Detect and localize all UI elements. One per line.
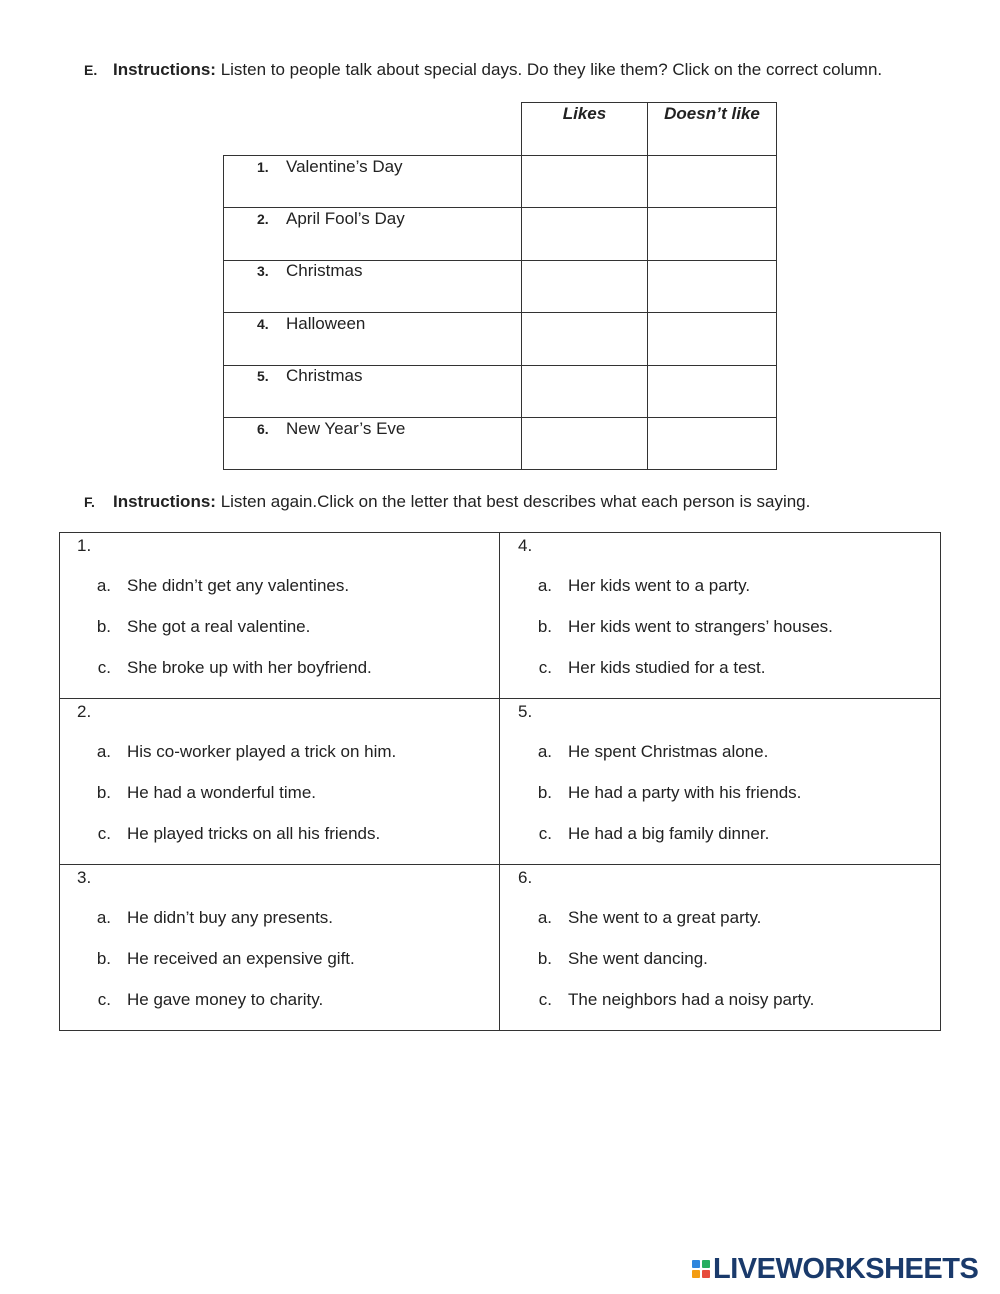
likes-cell-row-3[interactable] — [522, 261, 647, 312]
option-letter: b. — [537, 949, 552, 968]
question-number: 3. — [77, 868, 92, 887]
option-letter: a. — [537, 742, 552, 761]
option-letter: a. — [96, 742, 111, 761]
doesnt-like-cell-row-6[interactable] — [648, 418, 776, 469]
row-label-text: Halloween — [286, 314, 366, 333]
option-letter: c. — [97, 658, 111, 677]
answer-option[interactable] — [523, 908, 761, 928]
table-row-label — [257, 366, 363, 386]
logo-tile — [692, 1270, 700, 1278]
table-row-label — [257, 314, 365, 334]
answer-option[interactable] — [82, 783, 316, 803]
option-letter: b. — [96, 783, 111, 802]
answer-option[interactable] — [523, 617, 833, 637]
doesnt-like-cell-row-5[interactable] — [648, 366, 776, 417]
question-number: 4. — [518, 536, 533, 555]
answer-option[interactable] — [523, 783, 801, 803]
option-text: He had a party with his friends. — [568, 783, 802, 802]
option-text: He gave money to charity. — [127, 990, 324, 1009]
option-text: She went to a great party. — [568, 908, 762, 927]
option-text: He played tricks on all his friends. — [127, 824, 381, 843]
option-letter: a. — [96, 908, 111, 927]
answer-option[interactable] — [82, 576, 349, 596]
section-f-instructions-label: Instructions: — [113, 492, 216, 511]
doesnt-like-cell-row-4[interactable] — [648, 313, 776, 365]
option-letter: c. — [97, 990, 111, 1009]
logo-tile — [702, 1270, 710, 1278]
answer-option[interactable] — [82, 990, 323, 1010]
answer-option[interactable] — [82, 949, 355, 969]
answer-option[interactable] — [82, 824, 380, 844]
column-header-doesnt-like: Doesn’t like — [664, 104, 760, 123]
likes-table — [0, 0, 1000, 480]
table-row-label — [257, 209, 405, 229]
option-text: She broke up with her boyfriend. — [127, 658, 372, 677]
option-text: Her kids went to a party. — [568, 576, 751, 595]
option-text: Her kids went to strangers’ houses. — [568, 617, 833, 636]
likes-cell-row-6[interactable] — [522, 418, 647, 469]
doesnt-like-cell-row-1[interactable] — [648, 156, 776, 207]
likes-cell-row-5[interactable] — [522, 366, 647, 417]
option-text: He had a wonderful time. — [127, 783, 316, 802]
answer-option[interactable] — [523, 949, 708, 969]
option-letter: c. — [538, 990, 552, 1009]
option-letter: a. — [537, 576, 552, 595]
column-header-likes: Likes — [562, 104, 607, 123]
row-label-text: New Year’s Eve — [286, 419, 406, 438]
answer-option[interactable] — [82, 617, 310, 637]
row-number: 1. — [257, 159, 269, 175]
logo-text: LIVEWORKSHEETS — [713, 1252, 979, 1285]
logo-tile — [692, 1260, 700, 1268]
row-label-text: Valentine’s Day — [286, 157, 403, 176]
likes-cell-row-2[interactable] — [522, 208, 647, 260]
likes-cell-row-4[interactable] — [522, 313, 647, 365]
row-label-text: Christmas — [286, 261, 363, 280]
row-label-text: April Fool’s Day — [286, 209, 405, 228]
doesnt-like-cell-row-2[interactable] — [648, 208, 776, 260]
answer-option[interactable] — [523, 742, 768, 762]
logo-tiles-icon — [692, 1260, 710, 1278]
section-f-instructions-text: Listen again.Click on the letter that best describes what each person is saying. — [220, 492, 811, 511]
option-letter: b. — [537, 617, 552, 636]
row-number: 5. — [257, 368, 269, 384]
answer-option[interactable] — [523, 658, 765, 678]
option-text: He received an expensive gift. — [127, 949, 355, 968]
question-number: 2. — [77, 702, 92, 721]
question-number: 6. — [518, 868, 533, 887]
row-number: 2. — [257, 211, 269, 227]
logo-tile — [702, 1260, 710, 1268]
likes-cell-row-1[interactable] — [522, 156, 647, 207]
option-text: He had a big family dinner. — [568, 824, 770, 843]
table-row-label — [257, 261, 363, 281]
option-text: Her kids studied for a test. — [568, 658, 766, 677]
section-f-instructions — [84, 492, 810, 512]
answer-option[interactable] — [82, 658, 372, 678]
section-f-letter: F. — [84, 494, 95, 510]
option-letter: b. — [96, 949, 111, 968]
option-text: She went dancing. — [568, 949, 708, 968]
option-letter: c. — [538, 658, 552, 677]
option-text: He didn’t buy any presents. — [127, 908, 334, 927]
answer-option[interactable] — [82, 742, 396, 762]
row-label-text: Christmas — [286, 366, 363, 385]
section-e-instructions-text: Listen to people talk about special days. Do they like them? Click on the correct column. — [220, 60, 883, 79]
option-letter: b. — [96, 617, 111, 636]
liveworksheets-logo — [692, 1254, 978, 1284]
option-letter: b. — [537, 783, 552, 802]
option-text: The neighbors had a noisy party. — [568, 990, 815, 1009]
row-number: 3. — [257, 263, 269, 279]
option-letter: a. — [537, 908, 552, 927]
option-text: He spent Christmas alone. — [568, 742, 769, 761]
answer-option[interactable] — [523, 990, 814, 1010]
answer-option[interactable] — [82, 908, 333, 928]
table-row-label — [257, 419, 405, 439]
question-number: 5. — [518, 702, 533, 721]
option-text: She got a real valentine. — [127, 617, 311, 636]
option-letter: a. — [96, 576, 111, 595]
row-number: 6. — [257, 421, 269, 437]
option-text: She didn’t get any valentines. — [127, 576, 350, 595]
section-e-letter: E. — [84, 62, 98, 78]
option-letter: c. — [538, 824, 552, 843]
answer-option[interactable] — [523, 576, 750, 596]
question-number: 1. — [77, 536, 92, 555]
section-e-instructions-label: Instructions: — [113, 60, 216, 79]
table-row-label — [257, 157, 403, 177]
doesnt-like-cell-row-3[interactable] — [648, 261, 776, 312]
option-letter: c. — [97, 824, 111, 843]
row-number: 4. — [257, 316, 269, 332]
answer-option[interactable] — [523, 824, 769, 844]
option-text: His co-worker played a trick on him. — [127, 742, 397, 761]
